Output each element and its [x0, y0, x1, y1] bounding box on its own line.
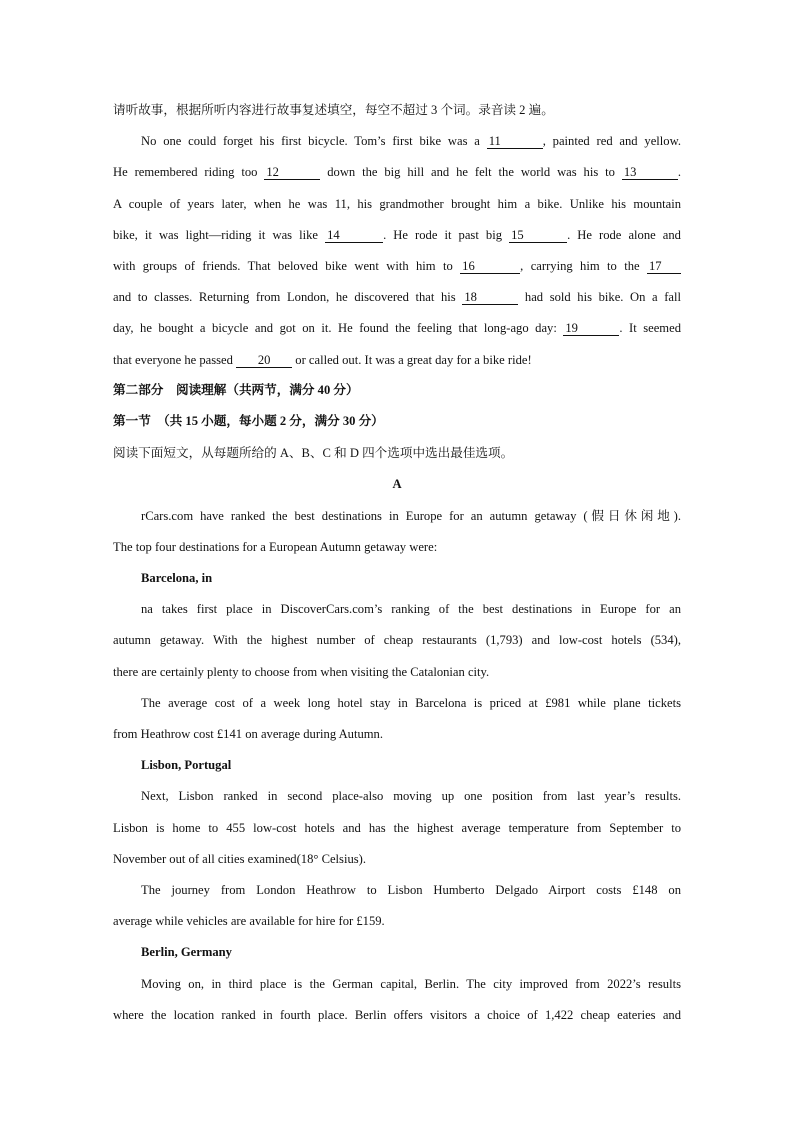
blank-14[interactable]: 14 — [325, 228, 383, 243]
listening-line-2 — [113, 164, 681, 180]
barcelona-line-5: from Heathrow cost £141 on average during Autumn. — [113, 727, 384, 741]
berlin-line-1: Moving on, in third place is the German capital, Berlin. The city improved from 2022’s results — [141, 977, 681, 991]
passage-label: A — [392, 477, 402, 491]
blank-15[interactable]: 15 — [509, 228, 567, 243]
listening-text: day, he bought a bicycle and got on it. He found the feeling that long-ago day: — [113, 321, 557, 335]
lisbon-line-4: The journey from London Heathrow to Lisbon Humberto Delgado Airport costs £148 on — [141, 883, 681, 897]
listening-text: . — [677, 165, 681, 179]
barcelona-line-2: autumn getaway. With the highest number of cheap restaurants (1,793) and low-cost hotels (534), — [113, 633, 681, 647]
listening-text: with groups of friends. That beloved bike went with him to — [113, 259, 453, 273]
barcelona-line-4: The average cost of a week long hotel stay in Barcelona is priced at £981 while plane tickets — [141, 696, 681, 710]
listening-text: down the big hill and he felt the world was his to — [327, 165, 615, 179]
heading-berlin: Berlin, Germany — [141, 945, 232, 959]
blank-16[interactable]: 16 — [460, 259, 520, 274]
listening-text: that everyone he passed — [113, 353, 233, 367]
blank-20[interactable]: 20 — [236, 353, 292, 368]
listening-line-3: A couple of years later, when he was 11, his grandmother brought him a bike. Unlike his mountain — [113, 197, 681, 211]
listening-text: . He rode alone and — [567, 228, 681, 242]
listening-line-5 — [113, 258, 681, 274]
section1-heading: 第一节 （共 15 小题，每小题 2 分，满分 30 分） — [113, 414, 384, 428]
listening-line-4 — [113, 227, 681, 243]
barcelona-line-1: na takes first place in DiscoverCars.com’s ranking of the best destinations in Europe for an — [141, 602, 681, 616]
passage-intro-2: The top four destinations for a European Autumn getaway were: — [113, 540, 438, 554]
listening-text: or called out. It was a great day for a bike ride! — [295, 353, 532, 367]
blank-19[interactable]: 19 — [563, 321, 619, 336]
listening-text: . It seemed — [619, 321, 681, 335]
listening-instruction: 请听故事，根据所听内容进行故事复述填空，每空不超过 3 个词。录音读 2 遍。 — [113, 103, 554, 117]
listening-text: and to classes. Returning from London, he discovered that his — [113, 290, 456, 304]
blank-13[interactable]: 13 — [622, 165, 678, 180]
listening-text: . He rode it past big — [383, 228, 502, 242]
blank-11[interactable]: 11 — [487, 134, 543, 149]
heading-barcelona: Barcelona, in — [141, 571, 213, 585]
listening-text: , carrying him to the — [520, 259, 640, 273]
lisbon-line-5: average while vehicles are available for hire for £159. — [113, 914, 385, 928]
lisbon-line-1: Next, Lisbon ranked in second place-also moving up one position from last year’s results. — [141, 789, 681, 803]
part2-heading: 第二部分 阅读理解（共两节，满分 40 分） — [113, 383, 359, 397]
berlin-line-2: where the location ranked in fourth place. Berlin offers visitors a choice of 1,422 cheap eateries and — [113, 1008, 681, 1022]
listening-line-6 — [113, 289, 681, 305]
passage-intro-1: rCars.com have ranked the best destinations in Europe for an autumn getaway (假日休闲地). — [141, 509, 681, 523]
blank-17[interactable]: 17 — [647, 259, 681, 274]
barcelona-line-3: there are certainly plenty to choose from when visiting the Catalonian city. — [113, 665, 490, 679]
lisbon-line-3: November out of all cities examined(18° Celsius). — [113, 852, 367, 866]
blank-18[interactable]: 18 — [462, 290, 518, 305]
listening-text: , painted red and yellow. — [542, 134, 682, 148]
listening-text: He remembered riding too — [113, 165, 258, 179]
lisbon-line-2: Lisbon is home to 455 low-cost hotels and has the highest average temperature from September to — [113, 821, 681, 835]
blank-12[interactable]: 12 — [264, 165, 320, 180]
listening-line-1 — [141, 133, 681, 149]
listening-text: No one could forget his first bicycle. Tom’s first bike was a — [141, 134, 480, 148]
listening-line-7 — [113, 320, 681, 336]
listening-text: had sold his bike. On a fall — [524, 290, 681, 304]
reading-instruction: 阅读下面短文，从每题所给的 A、B、C 和 D 四个选项中选出最佳选项。 — [113, 446, 514, 460]
listening-line-8 — [113, 352, 681, 368]
heading-lisbon: Lisbon, Portugal — [141, 758, 232, 772]
listening-text: bike, it was light—riding it was like — [113, 228, 319, 242]
